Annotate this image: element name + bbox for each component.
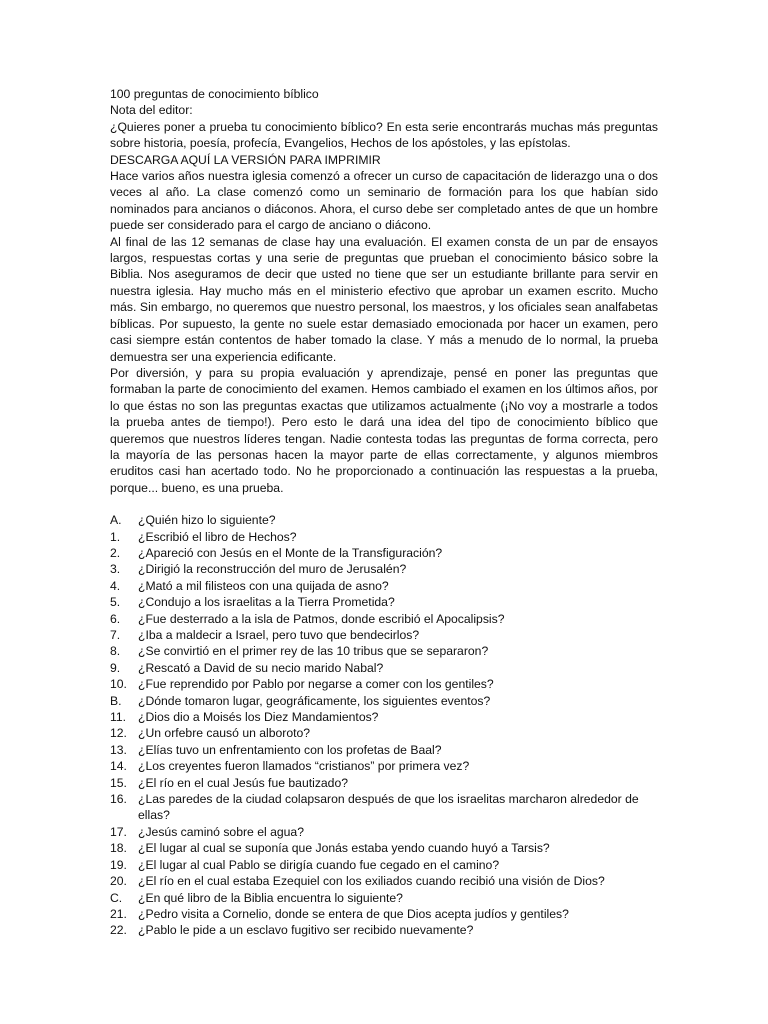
question-text: ¿El río en el cual Jesús fue bautizado? (138, 775, 349, 790)
question-number: 18. (110, 841, 127, 856)
question-text: ¿Condujo a los israelitas a la Tierra Prometida? (138, 595, 395, 610)
question-number: 1. (110, 529, 121, 544)
list-item (110, 758, 658, 774)
section-heading-c (110, 890, 658, 906)
question-number: 11. (110, 710, 127, 725)
question-number: A. (110, 513, 122, 528)
question-number: 20. (110, 874, 127, 889)
list-item (110, 529, 658, 545)
list-item (110, 791, 658, 824)
list-item (110, 611, 658, 627)
question-number: 7. (110, 628, 121, 642)
question-text: ¿Las paredes de la ciudad colapsaron después de que los israelitas marcharon alrededor de ellas? (138, 792, 639, 823)
question-number: 10. (110, 677, 127, 692)
question-text: ¿Se convirtió en el primer rey de las 10 tribus que se separaron? (138, 644, 489, 659)
intro-paragraph: ¿Quieres poner a prueba tu conocimiento bíblico? En esta serie encontrarás muchas más preguntas sobre historia, poesía, profecía, Evangelios, Hechos de los apóstoles, y las epístolas. (110, 119, 658, 151)
question-text: ¿Quién hizo lo siguiente? (138, 513, 276, 528)
section-heading-a (110, 512, 658, 528)
question-text: ¿Jesús caminó sobre el agua? (138, 824, 304, 839)
list-item (110, 578, 658, 594)
list-item (110, 643, 658, 659)
list-item (110, 660, 658, 676)
list-item (110, 709, 658, 725)
body-paragraph-2: Al final de las 12 semanas de clase hay una evaluación. El examen consta de un par de ensayos largos, respuestas cortas y una serie de preguntas que prueban el conocimiento básico sobre la Biblia. Nos aseguramos de decir que usted no tiene que ser un estudiante brillante para servir en nuestra iglesia. Hay mucho más en el ministerio efectivo que aprobar un examen escrito. Mucho más. Sin embargo, no queremos que nuestro personal, los maestros, y los oficiales sean analfabetas bíblicas. Por supuesto, la gente no suele estar demasiado emocionada por hacer un examen, pero casi siempre están contentos de haber tomado la clase. Y más a menudo de lo normal, la prueba demuestra ser una experiencia edificante. (110, 234, 658, 364)
question-text: ¿Fue reprendido por Pablo por negarse a comer con los gentiles? (138, 677, 494, 692)
list-item (110, 627, 658, 643)
question-number: 8. (110, 644, 121, 659)
download-link[interactable]: DESCARGA AQUÍ LA VERSIÓN PARA IMPRIMIR (110, 152, 381, 167)
question-text: ¿Fue desterrado a la isla de Patmos, donde escribió el Apocalipsis? (138, 611, 505, 626)
question-text: ¿Dónde tomaron lugar, geográficamente, los siguientes eventos? (138, 693, 491, 708)
body-paragraph-1: Hace varios años nuestra iglesia comenzó a ofrecer un curso de capacitación de liderazgo una o dos veces al año. La clase comenzó como un seminario de formación para los que habían sido nominados para ancianos o diáconos. Ahora, el curso debe ser completado antes de que un hombre puede ser considerado para el cargo de anciano o diácono. (110, 169, 658, 233)
question-text: ¿El río en el cual estaba Ezequiel con los exiliados cuando recibió una visión de Dios? (138, 874, 605, 889)
spacer (110, 496, 658, 512)
question-text: ¿En qué libro de la Biblia encuentra lo siguiente? (138, 890, 403, 905)
question-number: C. (110, 890, 123, 905)
list-item (110, 676, 658, 692)
list-item (110, 725, 658, 741)
list-item (110, 840, 658, 856)
question-number: 19. (110, 857, 127, 872)
question-text: ¿Pedro visita a Cornelio, donde se entera de que Dios acepta judíos y gentiles? (138, 906, 569, 921)
question-text: ¿Rescató a David de su necio marido Nabal? (138, 660, 384, 675)
question-number: 22. (110, 923, 127, 938)
question-number: 15. (110, 775, 127, 790)
question-text: ¿Iba a maldecir a Israel, pero tuvo que bendecirlos? (138, 628, 420, 642)
list-item (110, 545, 658, 561)
question-number: 17. (110, 824, 127, 839)
question-number: 16. (110, 792, 127, 807)
question-number: 6. (110, 611, 121, 626)
question-number: 14. (110, 759, 127, 774)
question-number: 12. (110, 726, 127, 741)
question-text: ¿Dios dio a Moisés los Diez Mandamientos? (138, 710, 379, 725)
list-item (110, 742, 658, 758)
list-item (110, 922, 658, 938)
list-item (110, 775, 658, 791)
question-number: 2. (110, 545, 121, 560)
question-text: ¿El lugar al cual se suponía que Jonás estaba yendo cuando huyó a Tarsis? (138, 841, 550, 856)
question-number: 21. (110, 906, 127, 921)
question-number: 13. (110, 742, 127, 757)
question-text: ¿Elías tuvo un enfrentamiento con los profetas de Baal? (138, 742, 442, 757)
list-item (110, 561, 658, 577)
list-item (110, 857, 658, 873)
document-title: 100 preguntas de conocimiento bíblico (110, 87, 319, 101)
question-text: ¿Dirigió la reconstrucción del muro de Jerusalén? (138, 562, 407, 577)
list-item (110, 873, 658, 889)
list-item (110, 594, 658, 610)
question-text: ¿Escribió el libro de Hechos? (138, 529, 297, 544)
question-number: 9. (110, 660, 121, 675)
question-text: ¿Apareció con Jesús en el Monte de la Transfiguración? (138, 545, 443, 560)
question-text: ¿Pablo le pide a un esclavo fugitivo ser recibido nuevamente? (138, 923, 474, 938)
question-text: ¿Un orfebre causó un alboroto? (138, 726, 311, 741)
list-item (110, 824, 658, 840)
body-paragraph-3: Por diversión, y para su propia evaluación y aprendizaje, pensé en poner las preguntas que formaban la parte de conocimiento del examen. Hemos cambiado el examen en los últimos años, por lo que éstas no son las preguntas exactas que utilizamos actualmente (¡No voy a mostrarle a todos la prueba antes de tiempo!). Pero esto le dará una idea del tipo de conocimiento bíblico que queremos que nuestros líderes tengan. Nadie contesta todas las preguntas de forma correcta, pero la mayoría de las personas hacen la mayor parte de ellas correctamente, y algunos miembros eruditos casi han acertado todo. No he proporcionado a continuación las respuestas a la prueba, porque... bueno, es una prueba. (110, 365, 658, 495)
question-text: ¿Mató a mil filisteos con una quijada de asno? (138, 578, 389, 593)
question-text: ¿Los creyentes fueron llamados “cristianos” por primera vez? (138, 759, 470, 774)
question-number: 3. (110, 562, 121, 577)
question-list (110, 512, 658, 939)
question-number: 5. (110, 595, 121, 610)
section-heading-b (110, 693, 658, 709)
question-text: ¿El lugar al cual Pablo se dirigía cuando fue cegado en el camino? (138, 857, 500, 872)
question-number: 4. (110, 578, 121, 593)
question-number: B. (110, 693, 122, 708)
list-item (110, 906, 658, 922)
document-page (110, 86, 658, 939)
editor-note-heading: Nota del editor: (110, 103, 193, 118)
